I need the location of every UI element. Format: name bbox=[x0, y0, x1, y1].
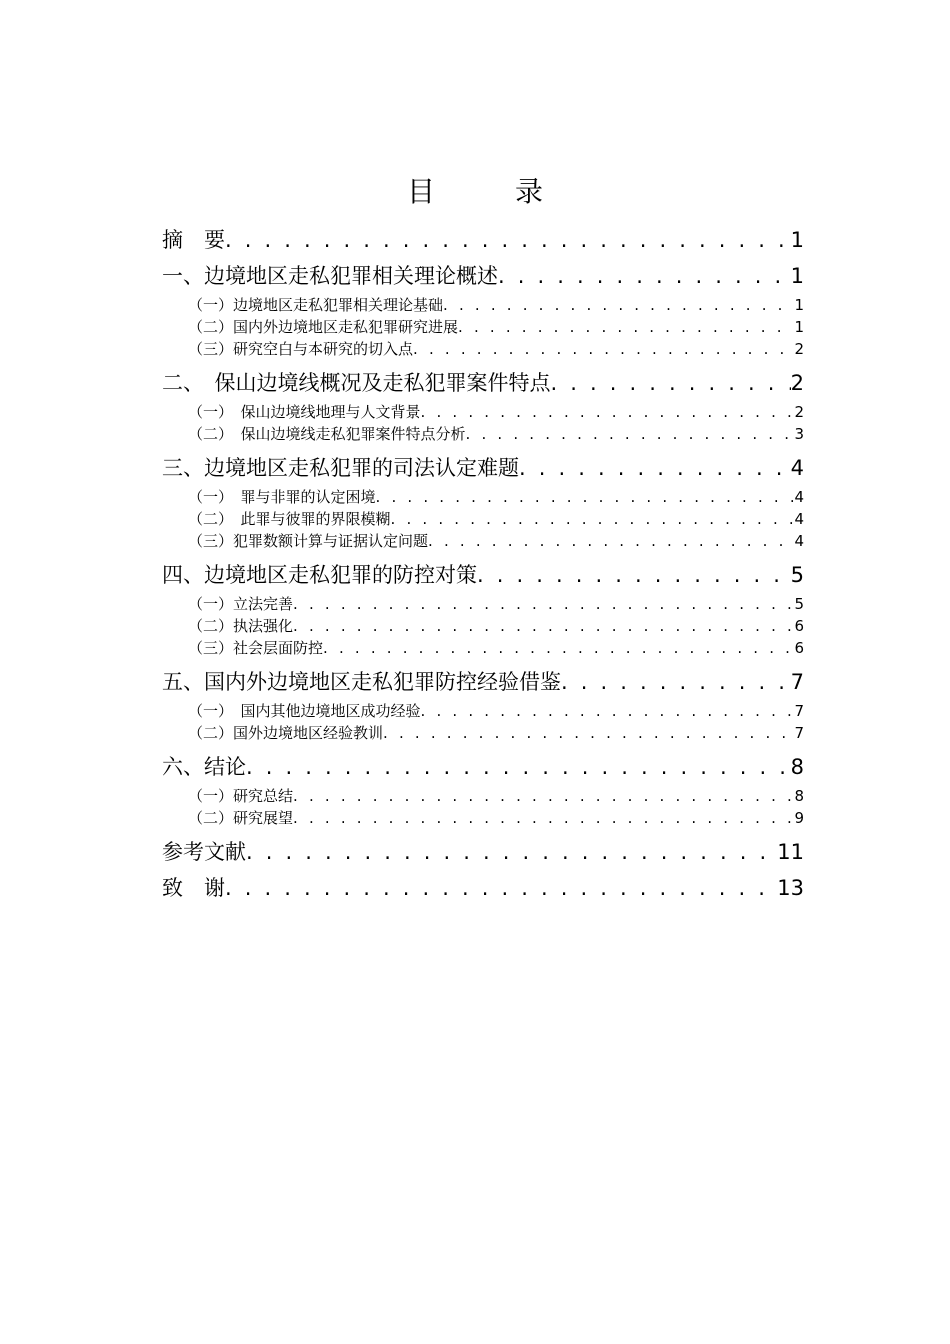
toc-entry-page: 2 bbox=[790, 371, 804, 395]
toc-entry-label: 五、国内外边境地区走私犯罪防控经验借鉴 bbox=[162, 670, 561, 694]
toc-subentry[interactable] bbox=[162, 593, 804, 615]
toc-entry[interactable] bbox=[162, 870, 804, 906]
toc-subentry[interactable] bbox=[162, 615, 804, 637]
toc-leader-dots bbox=[293, 807, 794, 829]
toc-entry-label: 六、结论 bbox=[162, 755, 246, 779]
toc-entry-label: 一、边境地区走私犯罪相关理论概述 bbox=[162, 264, 498, 288]
toc-entry-label: 二、 保山边境线概况及走私犯罪案件特点 bbox=[162, 371, 551, 395]
toc-entry-label: （一）研究总结 bbox=[188, 787, 294, 805]
toc-leader-dots bbox=[477, 557, 791, 593]
toc-leader-dots bbox=[293, 785, 794, 807]
toc-leader-dots bbox=[225, 870, 777, 906]
table-of-contents bbox=[162, 222, 804, 906]
toc-leader-dots bbox=[383, 722, 794, 744]
toc-title: 目 录 bbox=[406, 175, 569, 208]
toc-entry-page: 11 bbox=[777, 840, 804, 864]
toc-leader-dots bbox=[225, 222, 791, 258]
toc-entry-page: 6 bbox=[794, 617, 804, 635]
toc-entry-label: （一） 罪与非罪的认定困境 bbox=[188, 488, 376, 506]
toc-entry-page: 7 bbox=[790, 670, 804, 694]
toc-entry-page: 2 bbox=[794, 403, 804, 421]
toc-entry-page: 1 bbox=[790, 228, 804, 252]
toc-entry[interactable] bbox=[162, 557, 804, 593]
toc-entry[interactable] bbox=[162, 222, 804, 258]
toc-entry-page: 7 bbox=[794, 724, 804, 742]
toc-subentry[interactable] bbox=[162, 637, 804, 659]
toc-entry-page: 5 bbox=[794, 595, 804, 613]
toc-entry-label: （二） 此罪与彼罪的界限模糊 bbox=[188, 510, 391, 528]
toc-entry-label: （一） 国内其他边境地区成功经验 bbox=[188, 702, 421, 720]
toc-subentry[interactable] bbox=[162, 294, 804, 316]
toc-entry-label: （二）国内外边境地区走私犯罪研究进展 bbox=[188, 318, 459, 336]
toc-leader-dots bbox=[466, 423, 795, 445]
toc-subentry[interactable] bbox=[162, 785, 804, 807]
toc-entry-page: 1 bbox=[790, 264, 804, 288]
toc-entry-page: 8 bbox=[790, 755, 804, 779]
toc-leader-dots bbox=[498, 258, 791, 294]
toc-entry[interactable] bbox=[162, 834, 804, 870]
toc-entry-label: （一） 保山边境线地理与人文背景 bbox=[188, 403, 421, 421]
toc-entry-page: 3 bbox=[794, 425, 804, 443]
toc-leader-dots bbox=[293, 593, 794, 615]
toc-entry[interactable] bbox=[162, 365, 804, 401]
toc-subentry[interactable] bbox=[162, 807, 804, 829]
toc-leader-dots bbox=[246, 749, 791, 785]
toc-leader-dots bbox=[323, 637, 794, 659]
toc-subentry[interactable] bbox=[162, 530, 804, 552]
toc-entry-page: 4 bbox=[794, 488, 804, 506]
toc-leader-dots bbox=[443, 294, 794, 316]
toc-subentry[interactable] bbox=[162, 700, 804, 722]
toc-entry-label: （一）立法完善 bbox=[188, 595, 294, 613]
toc-entry[interactable] bbox=[162, 450, 804, 486]
toc-entry-label: （三）社会层面防控 bbox=[188, 639, 324, 657]
toc-subentry[interactable] bbox=[162, 423, 804, 445]
toc-leader-dots bbox=[519, 450, 791, 486]
toc-leader-dots bbox=[246, 834, 777, 870]
toc-entry-label: （二） 保山边境线走私犯罪案件特点分析 bbox=[188, 425, 466, 443]
toc-entry[interactable] bbox=[162, 749, 804, 785]
toc-entry-page: 13 bbox=[777, 876, 804, 900]
toc-entry-page: 4 bbox=[794, 532, 804, 550]
toc-entry-page: 1 bbox=[794, 318, 804, 336]
toc-leader-dots bbox=[561, 664, 791, 700]
toc-leader-dots bbox=[413, 338, 794, 360]
toc-entry[interactable] bbox=[162, 258, 804, 294]
toc-entry-page: 8 bbox=[794, 787, 804, 805]
toc-entry-label: 参考文献 bbox=[162, 840, 246, 864]
toc-subentry[interactable] bbox=[162, 338, 804, 360]
toc-entry-page: 7 bbox=[794, 702, 804, 720]
toc-entry-label: （三）犯罪数额计算与证据认定问题 bbox=[188, 532, 429, 550]
toc-leader-dots bbox=[428, 530, 794, 552]
toc-subentry[interactable] bbox=[162, 401, 804, 423]
toc-leader-dots bbox=[421, 401, 795, 423]
toc-leader-dots bbox=[376, 486, 795, 508]
toc-entry-label: （一）边境地区走私犯罪相关理论基础 bbox=[188, 296, 444, 314]
toc-entry-label: 摘 要 bbox=[162, 228, 225, 252]
toc-leader-dots bbox=[551, 365, 791, 401]
toc-entry-label: （二）研究展望 bbox=[188, 809, 294, 827]
toc-entry-page: 4 bbox=[794, 510, 804, 528]
toc-leader-dots bbox=[293, 615, 794, 637]
toc-entry-page: 9 bbox=[794, 809, 804, 827]
toc-entry-label: （二）国外边境地区经验教训 bbox=[188, 724, 384, 742]
toc-subentry[interactable] bbox=[162, 486, 804, 508]
toc-entry-label: 致 谢 bbox=[162, 876, 225, 900]
toc-entry-label: 四、边境地区走私犯罪的防控对策 bbox=[162, 563, 477, 587]
toc-subentry[interactable] bbox=[162, 508, 804, 530]
toc-entry-page: 2 bbox=[794, 340, 804, 358]
toc-entry-page: 5 bbox=[790, 563, 804, 587]
toc-leader-dots bbox=[458, 316, 794, 338]
toc-leader-dots bbox=[421, 700, 795, 722]
toc-entry-page: 1 bbox=[794, 296, 804, 314]
toc-entry-page: 4 bbox=[790, 456, 804, 480]
toc-leader-dots bbox=[391, 508, 795, 530]
toc-entry-label: 三、边境地区走私犯罪的司法认定难题 bbox=[162, 456, 519, 480]
toc-entry-label: （二）执法强化 bbox=[188, 617, 294, 635]
toc-entry[interactable] bbox=[162, 664, 804, 700]
toc-entry-label: （三）研究空白与本研究的切入点 bbox=[188, 340, 414, 358]
toc-subentry[interactable] bbox=[162, 316, 804, 338]
toc-subentry[interactable] bbox=[162, 722, 804, 744]
toc-entry-page: 6 bbox=[794, 639, 804, 657]
